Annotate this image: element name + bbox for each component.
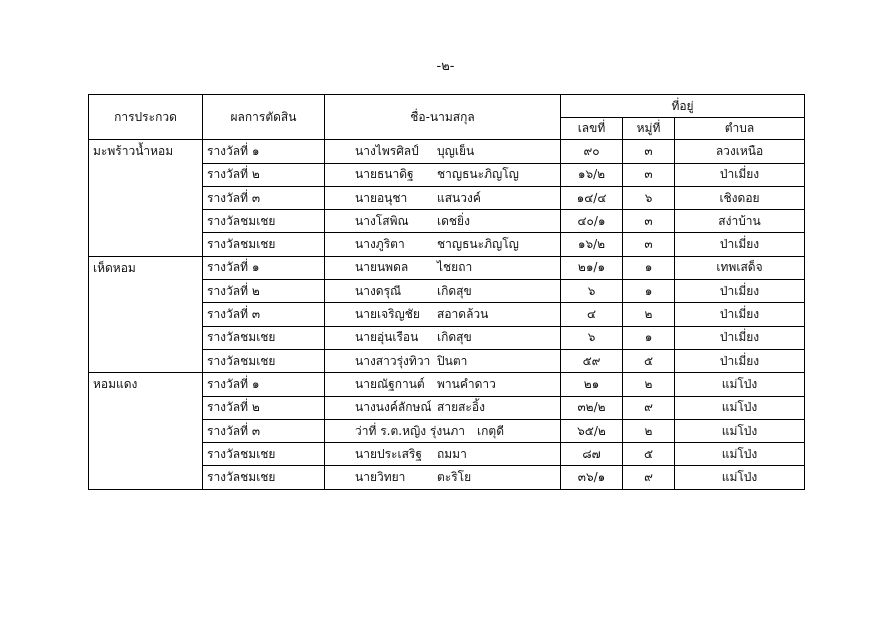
- subdistrict-cell: แม่โป่ง: [675, 443, 805, 466]
- table-row: [89, 443, 805, 466]
- first-name: นางดรุณี: [355, 283, 402, 298]
- header-subdistrict: ตำบล: [675, 118, 805, 140]
- category-cell: [89, 163, 203, 186]
- name-cell: [325, 256, 561, 279]
- village-cell: ๕: [623, 443, 675, 466]
- result-cell: รางวัลที่ ๒: [203, 280, 325, 303]
- subdistrict-cell: สง่าบ้าน: [675, 210, 805, 233]
- name-cell: [325, 140, 561, 163]
- first-name: นายอุ่นเรือน: [355, 330, 419, 345]
- village-cell: ๙: [623, 466, 675, 489]
- house-no-cell: ๓๒/๒: [561, 396, 623, 419]
- table-row: [89, 373, 805, 396]
- result-cell: รางวัลที่ ๑: [203, 140, 325, 163]
- category-cell: [89, 186, 203, 209]
- last-name: ถมมา: [437, 446, 467, 461]
- first-name: นางสาวรุ่งทิวา: [355, 353, 431, 368]
- first-name: นายเจริญชัย: [355, 307, 420, 322]
- result-cell: รางวัลที่ ๑: [203, 373, 325, 396]
- table-row: [89, 349, 805, 372]
- last-name: เกตุดี: [477, 423, 504, 438]
- subdistrict-cell: แม่โป่ง: [675, 373, 805, 396]
- result-cell: รางวัลชมเชย: [203, 466, 325, 489]
- house-no-cell: ๖: [561, 326, 623, 349]
- header-name: ชื่อ-นามสกุล: [325, 95, 561, 140]
- name-cell: [325, 443, 561, 466]
- village-cell: ๑: [623, 256, 675, 279]
- category-cell: [89, 349, 203, 372]
- name-cell: [325, 466, 561, 489]
- subdistrict-cell: ป่าเมี่ยง: [675, 303, 805, 326]
- first-name: นางนงค์ลักษณ์: [355, 400, 432, 415]
- table-row: [89, 210, 805, 233]
- first-name: นางภูริตา: [355, 237, 405, 252]
- house-no-cell: ๔๐/๑: [561, 210, 623, 233]
- house-no-cell: ๔: [561, 303, 623, 326]
- last-name: ไชยถา: [437, 260, 473, 275]
- subdistrict-cell: ป่าเมี่ยง: [675, 163, 805, 186]
- name-cell: [325, 233, 561, 256]
- village-cell: ๓: [623, 163, 675, 186]
- name-cell: [325, 373, 561, 396]
- category-cell: [89, 419, 203, 442]
- table-row: [89, 466, 805, 489]
- last-name: สายสะอิ้ง: [437, 400, 485, 415]
- result-cell: รางวัลที่ ๓: [203, 303, 325, 326]
- subdistrict-cell: แม่โป่ง: [675, 396, 805, 419]
- table-row: [89, 256, 805, 279]
- category-cell: [89, 326, 203, 349]
- first-name: นายธนาดิฐ: [355, 167, 414, 182]
- result-cell: รางวัลชมเชย: [203, 210, 325, 233]
- header-result: ผลการตัดสิน: [203, 95, 325, 140]
- house-no-cell: ๘๗: [561, 443, 623, 466]
- name-cell: [325, 280, 561, 303]
- house-no-cell: ๕๙: [561, 349, 623, 372]
- category-cell: มะพร้าวน้ำหอม: [89, 140, 203, 163]
- last-name: เกิดสุข: [437, 283, 472, 298]
- result-cell: รางวัลชมเชย: [203, 349, 325, 372]
- house-no-cell: ๑๖/๒: [561, 233, 623, 256]
- subdistrict-cell: ป่าเมี่ยง: [675, 280, 805, 303]
- category-cell: [89, 210, 203, 233]
- house-no-cell: ๒๑: [561, 373, 623, 396]
- subdistrict-cell: แม่โป่ง: [675, 419, 805, 442]
- last-name: พานคำดาว: [437, 376, 496, 391]
- village-cell: ๑: [623, 326, 675, 349]
- subdistrict-cell: แม่โป่ง: [675, 466, 805, 489]
- last-name: ปินตา: [437, 353, 468, 368]
- awards-table: [88, 94, 805, 490]
- result-cell: รางวัลชมเชย: [203, 233, 325, 256]
- name-cell: [325, 303, 561, 326]
- header-category: การประกวด: [89, 95, 203, 140]
- last-name: บุญเย็น: [437, 143, 475, 158]
- house-no-cell: ๑๖/๒: [561, 163, 623, 186]
- category-cell: [89, 466, 203, 489]
- result-cell: รางวัลที่ ๓: [203, 186, 325, 209]
- subdistrict-cell: ป่าเมี่ยง: [675, 233, 805, 256]
- village-cell: ๓: [623, 140, 675, 163]
- first-name: นายนพดล: [355, 260, 409, 275]
- table-row: [89, 396, 805, 419]
- first-name: นายอนุชา: [355, 190, 408, 205]
- subdistrict-cell: เทพเสด็จ: [675, 256, 805, 279]
- village-cell: ๓: [623, 210, 675, 233]
- subdistrict-cell: ลวงเหนือ: [675, 140, 805, 163]
- name-cell: [325, 163, 561, 186]
- category-cell: [89, 303, 203, 326]
- village-cell: ๖: [623, 186, 675, 209]
- house-no-cell: ๓๖/๑: [561, 466, 623, 489]
- first-name: นายวิทยา: [355, 470, 406, 485]
- table-row: [89, 140, 805, 163]
- first-name: ว่าที่ ร.ต.หญิง รุ่งนภา: [355, 423, 466, 438]
- village-cell: ๙: [623, 396, 675, 419]
- house-no-cell: ๙๐: [561, 140, 623, 163]
- first-name: นายประเสริฐ: [355, 446, 422, 461]
- house-no-cell: ๑๔/๔: [561, 186, 623, 209]
- name-cell: [325, 349, 561, 372]
- name-cell: [325, 210, 561, 233]
- result-cell: รางวัลชมเชย: [203, 443, 325, 466]
- category-cell: [89, 396, 203, 419]
- first-name: นายณัฐกานต์: [355, 376, 425, 391]
- name-cell: [325, 326, 561, 349]
- header-house-no: เลขที่: [561, 118, 623, 140]
- first-name: นางไพรศิลป์: [355, 143, 419, 158]
- last-name: ชาญธนะภิญโญ: [437, 237, 519, 252]
- house-no-cell: ๒๑/๑: [561, 256, 623, 279]
- last-name: แสนวงค์: [437, 190, 481, 205]
- subdistrict-cell: ป่าเมี่ยง: [675, 349, 805, 372]
- category-cell: [89, 280, 203, 303]
- result-cell: รางวัลที่ ๑: [203, 256, 325, 279]
- name-cell: [325, 419, 561, 442]
- subdistrict-cell: เชิงดอย: [675, 186, 805, 209]
- table-row: [89, 233, 805, 256]
- subdistrict-cell: ป่าเมี่ยง: [675, 326, 805, 349]
- table-row: [89, 419, 805, 442]
- last-name: เกิดสุข: [437, 330, 472, 345]
- result-cell: รางวัลที่ ๒: [203, 396, 325, 419]
- category-cell: [89, 443, 203, 466]
- name-cell: [325, 396, 561, 419]
- table-row: [89, 186, 805, 209]
- village-cell: ๑: [623, 280, 675, 303]
- category-cell: เห็ดหอม: [89, 256, 203, 279]
- header-village: หมู่ที่: [623, 118, 675, 140]
- table-row: [89, 326, 805, 349]
- table-row: [89, 163, 805, 186]
- result-cell: รางวัลที่ ๓: [203, 419, 325, 442]
- category-cell: หอมแดง: [89, 373, 203, 396]
- village-cell: ๒: [623, 373, 675, 396]
- category-cell: [89, 233, 203, 256]
- result-cell: รางวัลที่ ๒: [203, 163, 325, 186]
- table-row: [89, 303, 805, 326]
- village-cell: ๒: [623, 419, 675, 442]
- first-name: นางโสพิณ: [355, 213, 409, 228]
- house-no-cell: ๖: [561, 280, 623, 303]
- last-name: ตะริโย: [437, 470, 472, 485]
- village-cell: ๓: [623, 233, 675, 256]
- last-name: สอาดล้วน: [437, 307, 489, 322]
- table-row: [89, 280, 805, 303]
- village-cell: ๒: [623, 303, 675, 326]
- last-name: ชาญธนะภิญโญ: [437, 167, 519, 182]
- village-cell: ๕: [623, 349, 675, 372]
- name-cell: [325, 186, 561, 209]
- page-number: -๒-: [436, 59, 455, 74]
- result-cell: รางวัลชมเชย: [203, 326, 325, 349]
- house-no-cell: ๖๕/๒: [561, 419, 623, 442]
- last-name: เดชยิ่ง: [437, 213, 470, 228]
- header-address: ที่อยู่: [561, 95, 805, 118]
- table-body: [89, 140, 805, 489]
